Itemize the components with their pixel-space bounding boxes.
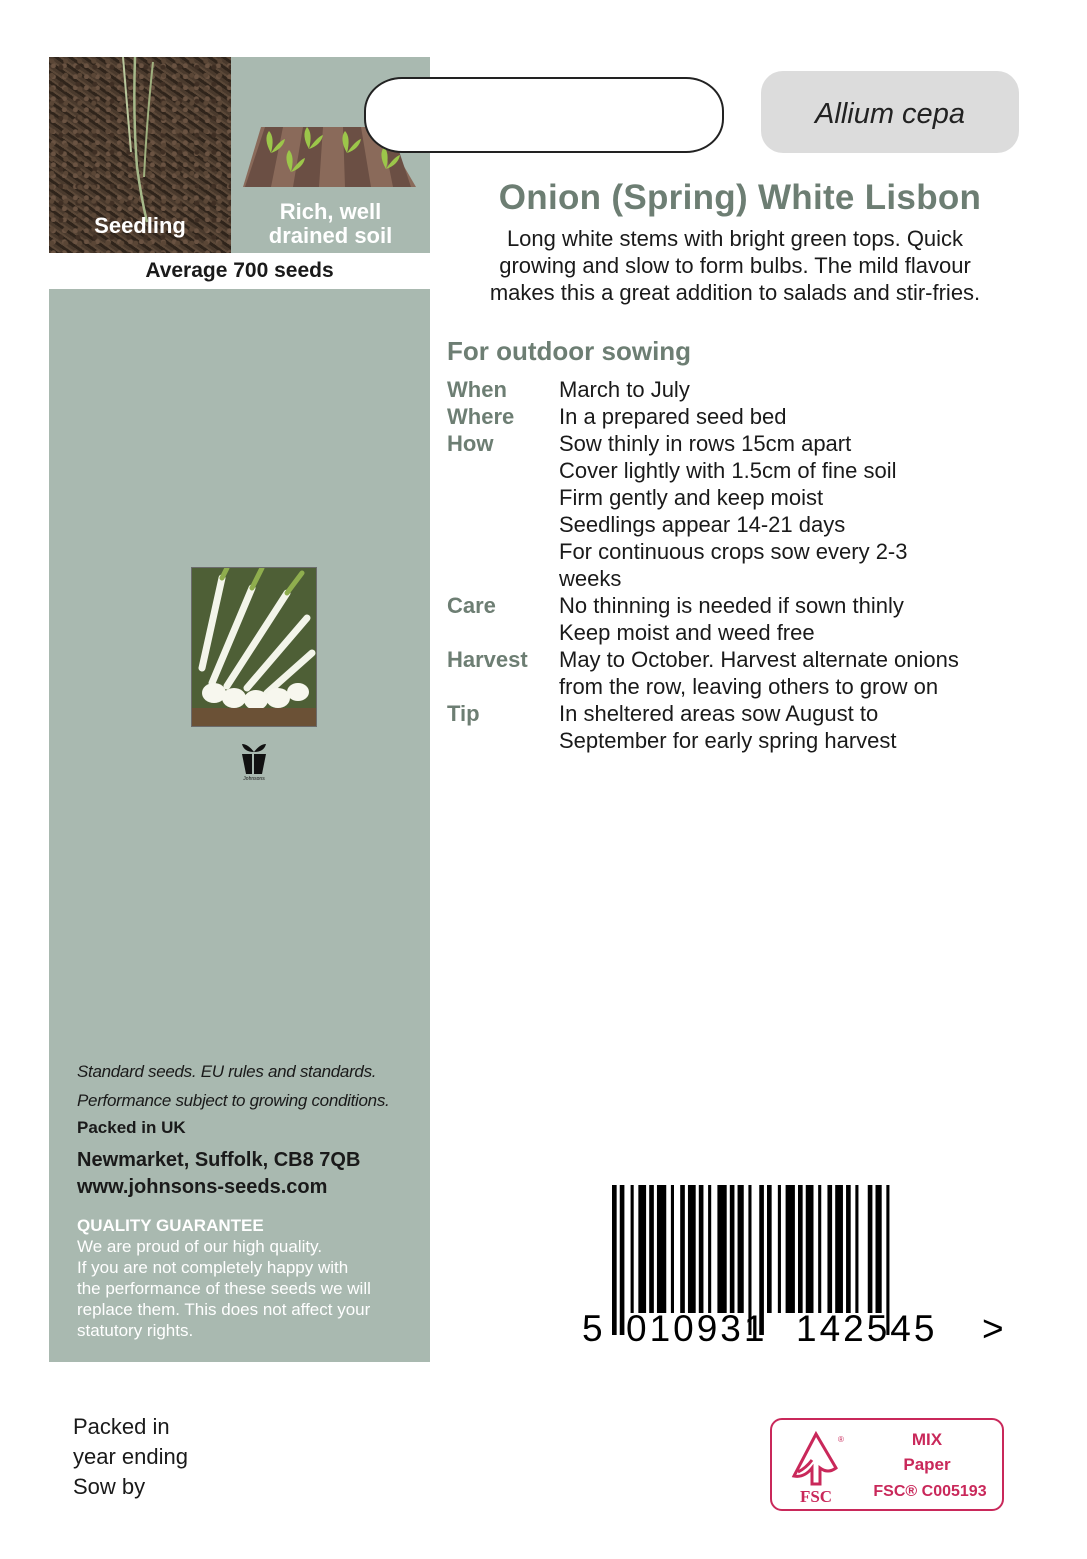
instruction-row-when (447, 376, 1027, 403)
quality-line: replace them. This does not affect your (77, 1300, 371, 1319)
barcode-bar (717, 1185, 726, 1313)
instruction-line: Cover lightly with 1.5cm of fine soil (559, 458, 897, 483)
fsc-mark-text: FSC (799, 1487, 833, 1504)
label-writing-oval (364, 77, 724, 153)
barcode-bar (708, 1185, 711, 1313)
soil-label-line2: drained soil (268, 223, 393, 248)
barcode-bar (855, 1185, 858, 1313)
instruction-row-how (447, 430, 1027, 592)
instruction-line: May to October. Harvest alternate onions (559, 647, 959, 672)
barcode-bar (876, 1185, 882, 1313)
barcode-bar (688, 1185, 696, 1313)
johnsons-logo (236, 742, 272, 782)
description-line: growing and slow to form bulbs. The mild flavour (499, 253, 971, 278)
instruction-text (559, 700, 1027, 754)
barcode-end-mark: > (982, 1308, 1004, 1348)
instruction-line: No thinning is needed if sown thinly (559, 593, 904, 618)
spring-onions-picture (192, 568, 317, 727)
website-link[interactable]: www.johnsons-seeds.com (77, 1176, 328, 1198)
instruction-label: Where (447, 404, 515, 429)
barcode-bar (730, 1185, 735, 1313)
barcode-bar (767, 1185, 772, 1313)
onion-photo (191, 567, 317, 727)
barcode-bar (738, 1185, 744, 1313)
fsc-badge (770, 1418, 1004, 1511)
fsc-mix: MIX (911, 1430, 943, 1449)
instruction-label: How (447, 431, 494, 456)
instruction-line: For continuous crops sow every 2-3 (559, 539, 908, 564)
year-ending-label: year ending (73, 1444, 188, 1469)
address: Newmarket, Suffolk, CB8 7QB (77, 1149, 361, 1171)
quality-guarantee-title: QUALITY GUARANTEE (77, 1216, 264, 1235)
plant-pot-logo-icon (236, 742, 272, 782)
barcode-bar (657, 1185, 666, 1313)
barcode-bar (786, 1185, 795, 1313)
instruction-line: Firm gently and keep moist (559, 485, 824, 510)
standard-seeds-note: Standard seeds. EU rules and standards. (77, 1062, 377, 1081)
seed-count: Average 700 seeds (49, 253, 430, 289)
barcode-bars (574, 1183, 1014, 1348)
instruction-line: Keep moist and weed free (559, 620, 815, 645)
instruction-text (559, 430, 1027, 592)
instruction-text (559, 592, 1027, 646)
sowing-instructions (447, 376, 1027, 754)
instruction-line: March to July (559, 377, 690, 402)
seedling-label: Seedling (94, 213, 186, 238)
barcode-bar (818, 1185, 821, 1313)
instruction-text (559, 646, 1027, 700)
growing-icons (49, 57, 430, 253)
instruction-row-harvest (447, 646, 1027, 700)
barcode-bar (620, 1185, 625, 1335)
barcode-bar (806, 1185, 814, 1313)
latin-name: Allium cepa (761, 71, 1019, 153)
seedling-image (49, 57, 231, 253)
barcode-bar (671, 1185, 674, 1313)
barcode-bar (680, 1185, 685, 1313)
instruction-line: Seedlings appear 14-21 days (559, 512, 846, 537)
instruction-text (559, 403, 1027, 430)
fsc-registered-mark: ® (838, 1435, 844, 1444)
instruction-label: Care (447, 593, 496, 618)
left-footer (77, 1057, 427, 1341)
instruction-line: In sheltered areas sow August to (559, 701, 879, 726)
barcode-bar (827, 1185, 832, 1313)
product-description (455, 225, 1015, 306)
barcode (574, 1183, 1014, 1348)
instruction-row-care (447, 592, 1027, 646)
barcode-bar (638, 1185, 646, 1313)
barcode-bar (649, 1185, 654, 1313)
packed-info (73, 1412, 188, 1502)
quality-line: We are proud of our high quality. (77, 1237, 323, 1256)
instruction-line: Sow thinly in rows 15cm apart (559, 431, 852, 456)
barcode-bar (631, 1185, 634, 1313)
instruction-label: Harvest (447, 647, 528, 672)
instruction-row-tip (447, 700, 1027, 754)
instruction-label: Tip (447, 701, 480, 726)
barcode-bar (778, 1185, 781, 1313)
instruction-row-where (447, 403, 1027, 430)
sow-by-label: Sow by (73, 1474, 146, 1499)
quality-line: statutory rights. (77, 1321, 194, 1340)
packed-in-label: Packed in (73, 1414, 170, 1439)
description-line: makes this a great addition to salads and stir-fries. (489, 280, 981, 305)
description-line: Long white stems with bright green tops. Quick (506, 226, 964, 251)
barcode-bar (699, 1185, 704, 1313)
barcode-bar (846, 1185, 851, 1313)
instruction-line: from the row, leaving others to grow on (559, 674, 939, 699)
product-title: Onion (Spring) White Lisbon (498, 178, 982, 217)
quality-line: If you are not completely happy with (77, 1258, 349, 1277)
packed-in-uk: Packed in UK (77, 1118, 186, 1137)
barcode-group1: 010931 (626, 1308, 768, 1348)
instruction-label: When (447, 377, 507, 402)
barcode-group2: 142545 (796, 1308, 938, 1348)
fsc-code: FSC® C005193 (873, 1483, 987, 1500)
barcode-bar (835, 1185, 843, 1313)
instruction-line: weeks (559, 566, 622, 591)
soil-label (231, 200, 430, 248)
barcode-bar (868, 1185, 873, 1313)
fsc-tree-icon (786, 1428, 846, 1504)
quality-line: the performance of these seeds we will (77, 1279, 371, 1298)
soil-label-line1: Rich, well (279, 199, 382, 224)
instruction-line: In a prepared seed bed (559, 404, 787, 429)
barcode-bar (612, 1185, 617, 1335)
barcode-first-digit: 5 (582, 1308, 603, 1348)
quality-guarantee-text (77, 1236, 427, 1341)
left-panel (49, 57, 430, 1362)
svg-text:Johnsons: Johnsons (243, 776, 265, 782)
instruction-text (559, 376, 1027, 403)
barcode-bar (798, 1185, 803, 1313)
performance-note: Performance subject to growing conditions. (77, 1091, 390, 1110)
instruction-line: September for early spring harvest (559, 728, 897, 753)
fsc-paper: Paper (903, 1455, 951, 1474)
sowing-section-title: For outdoor sowing (447, 336, 692, 366)
